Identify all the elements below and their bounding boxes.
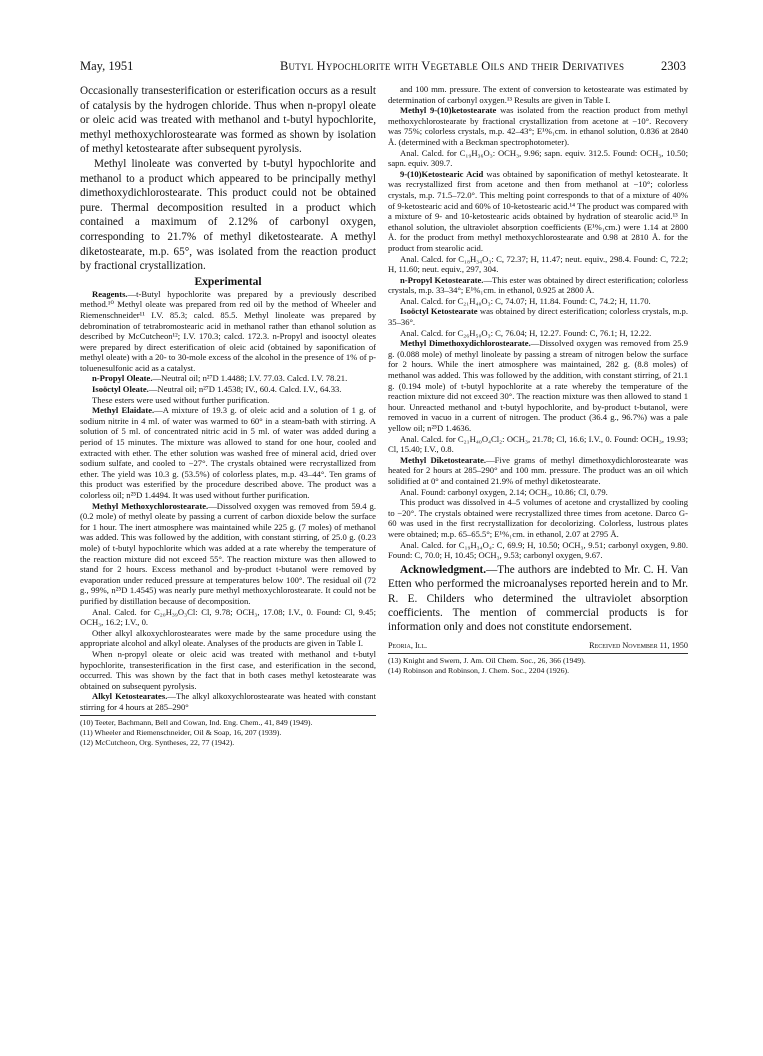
paragraph (388, 328, 688, 339)
running-header (80, 59, 686, 75)
paragraph-heading: Methyl Dimethoxydichlorostearate. (400, 338, 531, 349)
paragraph (80, 384, 376, 395)
paragraph (80, 607, 376, 628)
paragraph-text: These esters were used without further purification. (92, 394, 270, 405)
running-title: Butyl Hypochlorite with Vegetable Oils and their Derivatives (280, 59, 625, 73)
paragraph (80, 628, 376, 649)
paragraph (80, 501, 376, 607)
paragraph-text: —t-Butyl hypochlorite was prepared by a previously described method.¹⁰ Methyl oleate was prepared from red oil by the method of Wheeler and Riemenschneider¹¹ I.V. 85.3; calcd. 85.5. Methyl linoleate was prepared by debromination of tetrabromostearic acid in methanol rather than ethanol solution as described by McCutcheon¹²; I.V. 170.3; calcd. 172.3. n-Propyl and isooctyl oleates were prepared by direct esterification of oleic acid (obtained by saponification of methyl oleate) with a 20- to 30-mole excess of the alcohol in the presence of 1% of p-toluenesulfonic acid as a catalyst. (80, 288, 376, 373)
intro-paragraph: Occasionally transesterification or esterification occurs as a result of catalysis by the hydrogen chloride. Thus when n-propyl oleate or oleic acid was treated with methanol and t-butyl hypochlorite, methyl methoxychlorostearate was formed as shown by isolation of methyl ketostearate after subsequent pyrolysis. (80, 85, 376, 156)
paragraph (80, 289, 376, 374)
acknowledgment-heading: Acknowledgment. (400, 563, 487, 576)
paragraph-heading: Alkyl Ketostearates. (92, 691, 168, 702)
paragraph-heading: Isoöctyl Oleate. (92, 384, 149, 395)
signoff (388, 641, 688, 650)
received-date: Received November 11, 1950 (589, 640, 688, 650)
paragraph-text: —This ester was obtained by direct esterification; colorless crystals, m.p. 33–34°; E¹%₁cm. in ethanol, 0.925 at 2800 Å. (388, 274, 688, 296)
paragraph-text: and 100 mm. pressure. The extent of conversion to ketostearate was estimated by determination of carbonyl oxygen.¹³ Results are given in Table I. (388, 84, 688, 105)
paragraph (80, 691, 376, 712)
paragraph (388, 487, 688, 498)
paragraph-text: was obtained by saponification of methyl ketostearate. It was recrystallized first from acetone and then from methanol at −10°; colorless crystals, m.p. 71.5–72.0°. This melting point corresponds to that of a mixture of 40% of 9-ketostearic acid and 60% of 10-ketostearic acid.¹⁴ The product was compared with a mixture of 9- and 10-ketostearic acids obtained by hydration of stearolic acid.¹³ In ethanol solution, the ultraviolet absorption coefficients (E¹%₁cm.) were 1.14 at 2800 Å. for the product from methyl methoxychlorostearate and 0.98 at 2810 Å. for the product from stearolic acid. (388, 168, 688, 253)
paragraph (388, 105, 688, 147)
footnotes (80, 718, 376, 747)
paragraph-text: Anal. Calcd. for C₁₉H₃₆O₃: OCH₃, 9.96; sapn. equiv. 312.5. Found: OCH₃, 10.50; sapn. equiv. 309.7. (388, 147, 688, 169)
paragraph-text: Anal. Calcd. for C₂₀H₃₉O₃Cl: Cl, 9.78; OCH₃, 17.08; I.V., 0. Found: Cl, 9.45; OCH₃, 16.2; I.V., 0. (80, 606, 376, 628)
paragraph-text: —Neutral oil; n²⁷D 1.4538; IV., 60.4. Calcd. I.V., 64.33. (148, 384, 342, 395)
paragraph (388, 306, 688, 327)
paragraph (388, 254, 688, 275)
paragraph-text: was isolated from the reaction product from methyl methoxychlorostearate by fractional crystallization from acetone at −10°. Recovery was 75%; colorless crystals, m.p. 42–43°; E¹%₁cm. in ethanol solution, 0.836 at 2840 Å. (determined with a Beckman spectrophotometer). (388, 105, 689, 147)
paragraph-text: —Dissolved oxygen was removed from 25.9 g. (0.088 mole) of methyl linoleate by passing a stream of nitrogen below the surface for 2 hours. While the inert atmosphere was maintained, 282 g. (8.8 moles) of methanol was added. This was followed by the addition, with constant stirring, of 21.1 g. (0.194 mole) of t-butyl hypochlorite at a rate whereby the temperature of the reaction mixture did not exceed 30°. The reaction mixture was then allowed to stand 1 hour. Unreacted methanol and t-butyl hypochlorite, and by-product t-butanol, were removed in vacuo in a current of nitrogen. The product (36.4 g., 96.7%) was a pale yellow oil; n²⁵D 1.4636. (388, 338, 688, 433)
paragraph-heading: Methyl Diketostearate. (400, 454, 487, 465)
paragraph-heading: 9-(10)Ketostearic Acid (400, 168, 484, 179)
footnote: (14) Robinson and Robinson, J. Chem. Soc., 2204 (1926). (388, 665, 570, 675)
page-number: 2303 (661, 59, 686, 73)
paragraph-text: Anal. Calcd. for C₂₁H₄₀O₃: C, 74.07; H, 11.84. Found: C, 74.2; H, 11.70. (400, 295, 651, 306)
paragraph (80, 395, 376, 406)
paragraph-text: —The alkyl alkoxychlorostearate was heated with constant stirring for 4 hours at 285–290° (80, 691, 376, 712)
paragraph-text: —Neutral oil; n²⁷D 1.4488; I.V. 77.03. Calcd. I.V. 78.21. (152, 373, 348, 384)
experimental-body (80, 289, 376, 713)
paragraph (388, 455, 688, 487)
paragraph-heading: Reagents. (92, 288, 128, 299)
paragraph (388, 84, 688, 105)
paragraph-text: —A mixture of 19.3 g. of oleic acid and a solution of 1 g. of sodium nitrite in 4 ml. of water was warmed to 60° in a steam-bath with stirring. A solution of 5 ml. of concentrated nitric acid in 5 ml. of water was added during a period of 15 minutes. The mixture was allowed to stand for one hour, cooled and extracted with ether. The ether solution was washed free of mineral acid, dried over sodium sulfate, and cooled to −27°. The crystals obtained were recrystallized from ether. The yield was 10.3 g. (53.5%) of colorless plates, m.p. 43–44°. Ten grams of this product was esterified by the procedure described above. The product was a colorless oil; n²⁵D 1.4494. It was used without further purification. (80, 405, 376, 500)
intro-paragraph: Methyl linoleate was converted by t-butyl hypochlorite and methanol to a product which appeared to be principally methyl dimethoxydichlorostearate. This product could not be obtained pure. Thermal decomposition resulted in a product which contained a maximum of 2.12% of carbonyl oxygen, corresponding to 21.7% of methyl diketostearate. A methyl diketostearate, m.p. 65°, was isolated from the reaction product by fractional crystallization. (80, 157, 376, 273)
paragraph (80, 405, 376, 500)
left-column (80, 84, 376, 748)
footnote-rule (388, 653, 688, 654)
footnote: (13) Knight and Swern, J. Am. Oil Chem. Soc., 26, 366 (1949). (388, 655, 586, 665)
paragraph (388, 338, 688, 433)
paragraph-text: Other alkyl alkoxychlorostearates were made by the same procedure using the appropriate alcohol and alkyl oleate. Analyses of the products are given in Table I. (80, 627, 376, 649)
right-column (388, 84, 688, 675)
paragraph-heading: Methyl 9-(10)ketostearate (400, 105, 497, 116)
experimental-body-continued (388, 84, 688, 561)
paragraph-text: Anal. Calcd. for C₁₈H₃₄O₃: C, 72.37; H, 11.47; neut. equiv., 298.4. Found: C, 72.2; H, 11.60; neut. equiv., 297, 304. (388, 253, 688, 275)
paragraph (80, 649, 376, 691)
paragraph-heading: Isoöctyl Ketostearate (400, 306, 478, 317)
paragraph (388, 148, 688, 169)
location: Peoria, Ill. (388, 640, 428, 650)
footnote: (12) McCutcheon, Org. Syntheses, 22, 77 (1942). (80, 738, 235, 748)
paragraph-text: was obtained by direct esterification; colorless crystals, m.p. 35–36°. (388, 306, 688, 328)
paragraph-text: Anal. Found: carbonyl oxygen, 2.14; OCH₃, 10.86; Cl, 0.79. (400, 486, 608, 497)
paragraph (388, 497, 688, 539)
paragraph (388, 540, 688, 561)
paragraph (388, 296, 688, 307)
paragraph-text: —Five grams of methyl dimethoxydichlorostearate was heated for 2 hours at 285–290° and 100 mm. pressure. The product was an oil which solidified at 0° and contained 21.9% of methyl diketostearate. (388, 454, 688, 486)
paragraph-heading: n-Propyl Oleate. (92, 373, 153, 384)
paragraph-heading: Methyl Methoxychlorostearate. (92, 500, 209, 511)
footnote: (11) Wheeler and Riemenschneider, Oil & Soap, 16, 207 (1939). (80, 728, 282, 738)
paragraph-text: When n-propyl oleate or oleic acid was treated with methanol and t-butyl hypochlorite, transesterification in the first case, and esterification in the second, occurred. This was shown by the fact that in both cases methyl ketostearate was obtained on subsequent pyrolysis. (80, 648, 376, 691)
paragraph (80, 373, 376, 384)
paragraph (388, 169, 688, 254)
paragraph-text: Anal. Calcd. for C₁₉H₃₄O₄: C, 69.9; H, 10.50; OCH₃, 9.51; carbonyl oxygen, 9.80. Found: C, 70.0; H, 10.45; OCH₃, 9.53; carbonyl oxygen, 9.67. (388, 539, 688, 561)
paragraph-text: Anal. Calcd. for C₂₁H₄₀O₄Cl₂: OCH₃, 21.78; Cl, 16.6; I.V., 0. Found: OCH₃, 19.93; Cl, 15.40; I.V., 0.8. (388, 433, 688, 455)
footnote: (10) Teeter, Bachmann, Bell and Cowan, Ind. Eng. Chem., 41, 849 (1949). (80, 718, 313, 728)
footnote-rule (80, 715, 376, 716)
issue-date: May, 1951 (80, 59, 134, 73)
paragraph (388, 434, 688, 455)
section-heading: Experimental (194, 275, 262, 288)
paragraph-text: Anal. Calcd. for C₂₆H₅₀O₃: C, 76.04; H, 12.27. Found: C, 76.1; H, 12.22. (400, 327, 652, 338)
acknowledgment (388, 563, 688, 635)
paragraph-text: —Dissolved oxygen was removed from 59.4 g. (0.2 mole) of methyl oleate by passing a current of carbon dioxide below the surface for 1 hour. The inert atmosphere was maintained while 225 g. (7 moles) of methanol was added. This was followed by the addition, with constant stirring, of 25.0 g. (0.23 mole) of t-butyl hypochlorite which was added at a rate whereby the temperature of the reaction mixture did not exceed 55°. The reaction mixture was then allowed to stand for 2 hours. Excess methanol and by-product t-butanol were removed by evaporation under reduced pressure at temperatures below 100°. The residual oil (72 g., 99%, n²⁵D 1.4545) was nearly pure methyl methoxychlorostearate. It could not be purified by distillation because of decomposition. (80, 500, 376, 606)
footnotes (388, 656, 688, 676)
paragraph-heading: n-Propyl Ketostearate. (400, 274, 484, 285)
paragraph-heading: Methyl Elaidate. (92, 405, 155, 416)
paragraph-text: This product was dissolved in 4–5 volumes of acetone and crystallized by cooling to −20°. The crystals obtained were recrystallized three times from acetone. Darco G-60 was used in the first recrystallization for decolorizing. Colorless, lustrous plates were obtained; m.p. 65–65.5°; E¹%₁cm. in ethanol, 2.07 at 2795 Å. (388, 497, 688, 539)
paragraph (388, 275, 688, 296)
acknowledgment-text: —The authors are indebted to Mr. C. H. Van Etten who performed the microanalyses reported herein and to Mr. R. E. Childers who determined the ultraviolet absorption coefficients. The mention of commercial products is for information only and does not constitute endorsement. (388, 563, 688, 634)
